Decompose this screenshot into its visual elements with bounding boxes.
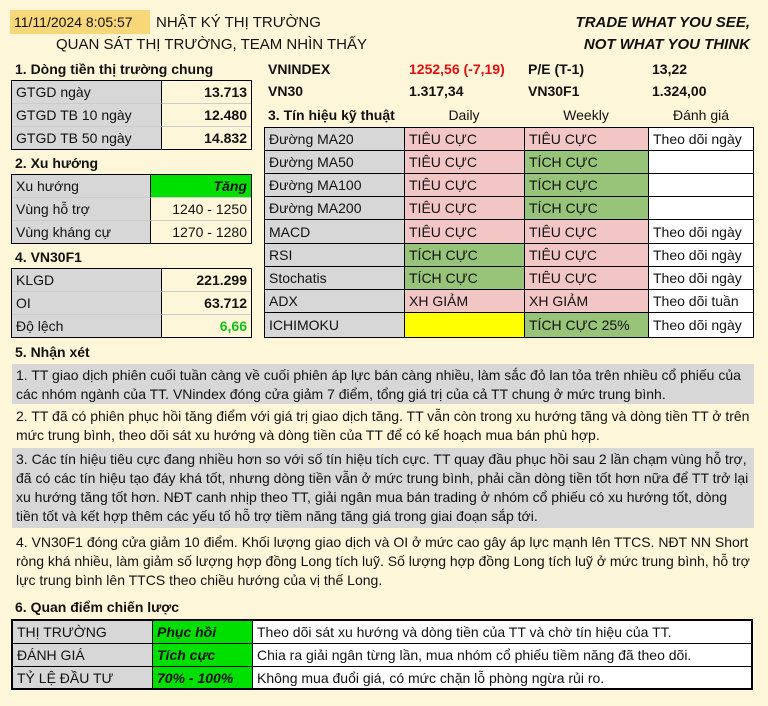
- strategy-label: ĐÁNH GIÁ: [13, 644, 153, 667]
- strategy-text: Chia ra giải ngân từng lần, mua nhóm cổ phiếu tiềm năng đã theo dõi.: [253, 644, 751, 667]
- signal-eval: [649, 197, 753, 220]
- signal-weekly: XH GIẢM: [525, 290, 649, 313]
- signal-name: Đường MA100: [265, 174, 405, 197]
- resistance-label: Vùng kháng cự: [12, 221, 151, 243]
- resistance-value: 1270 - 1280: [172, 224, 247, 240]
- section-6-title: 6. Quan điểm chiến lược: [15, 599, 180, 615]
- cashflow-value: 12.480: [162, 104, 251, 127]
- vn30f1-label: Độ lệch: [12, 315, 162, 337]
- col-weekly: Weekly: [563, 107, 609, 123]
- comment-1: 1. TT giao dịch phiên cuối tuần càng về cuối phiên áp lực bán càng nhiều, làm sắc đỏ lan tỏa trên nhiều cổ phiếu của các nhóm ngành của TT. VNindex đóng cửa giảm 7 điểm, tổng giá trị của cả TT chung ở mức trung bình.: [12, 364, 754, 404]
- vn30f1-label: OI: [12, 292, 162, 315]
- section-5-title: 5. Nhận xét: [15, 344, 90, 360]
- signal-daily: [405, 313, 525, 337]
- signal-daily: TÍCH CỰC: [405, 267, 525, 290]
- strategy-table: [11, 619, 753, 690]
- signal-weekly: TÍCH CỰC: [525, 151, 649, 174]
- signal-name: MACD: [265, 220, 405, 244]
- signal-name: ICHIMOKU: [265, 313, 405, 337]
- vn30-label: VN30: [268, 83, 304, 99]
- signal-name: Stochatis: [265, 267, 405, 290]
- signal-weekly: TIÊU CỰC: [525, 128, 649, 151]
- vn30f1-value: 221.299: [162, 269, 251, 292]
- signal-daily: TIÊU CỰC: [405, 174, 525, 197]
- signal-weekly: TIÊU CỰC: [525, 267, 649, 290]
- vn30f1-index-value: 1.324,00: [652, 83, 707, 99]
- cashflow-label: GTGD TB 10 ngày: [12, 104, 162, 127]
- signal-daily: XH GIẢM: [405, 290, 525, 313]
- vn30f1-label: KLGD: [12, 269, 162, 292]
- comment-2: 2. TT đã có phiên phục hồi tăng điểm với giá trị giao dịch tăng. TT vẫn còn trong xu hướng tăng và dòng tiền TT ở trên mức trung bình, theo dõi sát xu hướng và dòng tiền của TT để có kế hoạch mua bán phù hợp.: [16, 408, 750, 443]
- vn30f1-table: [11, 268, 252, 338]
- signal-weekly: TÍCH CỰC: [525, 197, 649, 220]
- vnindex-value: 1252,56 (-7,19): [409, 61, 505, 77]
- signal-weekly: TÍCH CỰC: [525, 174, 649, 197]
- strategy-label: TỶ LỆ ĐẦU TƯ: [13, 667, 153, 688]
- signal-name: Đường MA20: [265, 128, 405, 151]
- signal-weekly: TIÊU CỰC: [525, 244, 649, 267]
- vn30f1-index-label: VN30F1: [528, 83, 580, 99]
- signal-eval: [649, 151, 753, 174]
- signal-weekly: TÍCH CỰC 25%: [525, 313, 649, 337]
- strategy-text: Theo dõi sát xu hướng và dòng tiền của TT và chờ tín hiệu của TT.: [253, 621, 751, 644]
- signal-eval: [649, 174, 753, 197]
- signal-name: Đường MA50: [265, 151, 405, 174]
- signal-daily: TÍCH CỰC: [405, 244, 525, 267]
- signal-daily: TIÊU CỰC: [405, 197, 525, 220]
- signal-eval: Theo dõi tuần: [649, 290, 753, 313]
- basis-value: 6,66: [219, 318, 247, 334]
- strategy-status: 70% - 100%: [153, 667, 253, 688]
- header-title: NHẬT KÝ THỊ TRƯỜNG: [156, 13, 321, 31]
- pe-value: 13,22: [652, 61, 688, 77]
- section-4-title: 4. VN30F1: [15, 249, 82, 265]
- section-3-title: 3. Tín hiệu kỹ thuật: [268, 107, 395, 123]
- section-1-title: 1. Dòng tiền thị trường chung: [15, 61, 214, 77]
- signal-daily: TIÊU CỰC: [405, 151, 525, 174]
- cashflow-label: GTGD ngày: [12, 81, 162, 104]
- signal-eval: Theo dõi ngày: [649, 267, 753, 290]
- slogan-line-1: TRADE WHAT YOU SEE,: [575, 13, 750, 31]
- strategy-text: Không mua đuổi giá, có mức chặn lỗ phòng ngừa rủi ro.: [257, 669, 605, 686]
- signal-eval: Theo dõi ngày: [649, 313, 753, 337]
- signal-daily: TIÊU CỰC: [405, 220, 525, 244]
- signal-name: RSI: [265, 244, 405, 267]
- signal-name: ADX: [265, 290, 405, 313]
- vn30-value: 1.317,34: [409, 83, 464, 99]
- col-daily: Daily: [448, 107, 480, 123]
- trend-value: Tăng: [151, 175, 251, 198]
- signal-eval: Theo dõi ngày: [649, 128, 753, 151]
- support-label: Vùng hỗ trợ: [12, 198, 151, 221]
- strategy-status: Phục hồi: [153, 621, 253, 644]
- trend-table: [11, 174, 252, 244]
- strategy-status: Tích cực: [153, 644, 253, 667]
- comment-3: 3. Các tín hiệu tiêu cực đang nhiều hơn so với số tín hiệu tích cực. TT quay đầu phục hồi sau 2 lần chạm vùng hỗ trợ, đã có các tín hiệu tạo đáy khá tốt, nhưng dòng tiền vẫn ở mức trung bình, phải cần dòng tiền tốt hơn nữa để TT trở lại xu hướng tăng tốt hơn. NĐT canh nhịp theo TT, giải ngân mua bán trading ở nhóm cổ phiếu có xu hướng tốt, dòng tiền tốt và kết hợp thêm các yếu tố hỗ trợ tiềm năng tăng giá trong giai đoạn sắp tới.: [12, 448, 754, 528]
- header-datetime: 11/11/2024 8:05:57: [10, 10, 150, 34]
- col-evaluation: Đánh giá: [672, 107, 730, 123]
- cashflow-value: 13.713: [162, 81, 251, 104]
- vn30f1-value: 63.712: [162, 292, 251, 315]
- signal-weekly: TIÊU CỰC: [525, 220, 649, 244]
- support-value: 1240 - 1250: [151, 198, 251, 221]
- vnindex-label: VNINDEX: [268, 61, 331, 77]
- cashflow-value: 14.832: [204, 130, 247, 146]
- signal-table: [264, 127, 754, 338]
- slogan-line-2: NOT WHAT YOU THINK: [583, 35, 750, 53]
- signal-eval: Theo dõi ngày: [649, 220, 753, 244]
- signal-daily: TIÊU CỰC: [405, 128, 525, 151]
- pe-label: P/E (T-1): [528, 61, 585, 77]
- strategy-label: THỊ TRƯỜNG: [13, 621, 153, 644]
- section-2-title: 2. Xu hướng: [15, 155, 99, 171]
- signal-name: Đường MA200: [265, 197, 405, 220]
- trend-label: Xu hướng: [12, 175, 151, 198]
- cashflow-label: GTGD TB 50 ngày: [12, 127, 162, 149]
- header-subtitle: QUAN SÁT THỊ TRƯỜNG, TEAM NHÌN THẤY: [56, 35, 367, 53]
- signal-eval: Theo dõi ngày: [649, 244, 753, 267]
- comment-4: 4. VN30F1 đóng cửa giảm 10 điểm. Khối lượng giao dịch và OI ở mức cao gây áp lực mạnh lên TTCS. NĐT NN Short ròng khá nhiều, làm giảm số lượng hợp đồng Long tích luỹ. Số lượng hợp đồng Long tích luỹ ở mức trung bình, hỗ trợ lực trung bình lên TTCS theo chiều hướng của vị thế Long.: [16, 534, 750, 588]
- cashflow-table: [11, 80, 252, 150]
